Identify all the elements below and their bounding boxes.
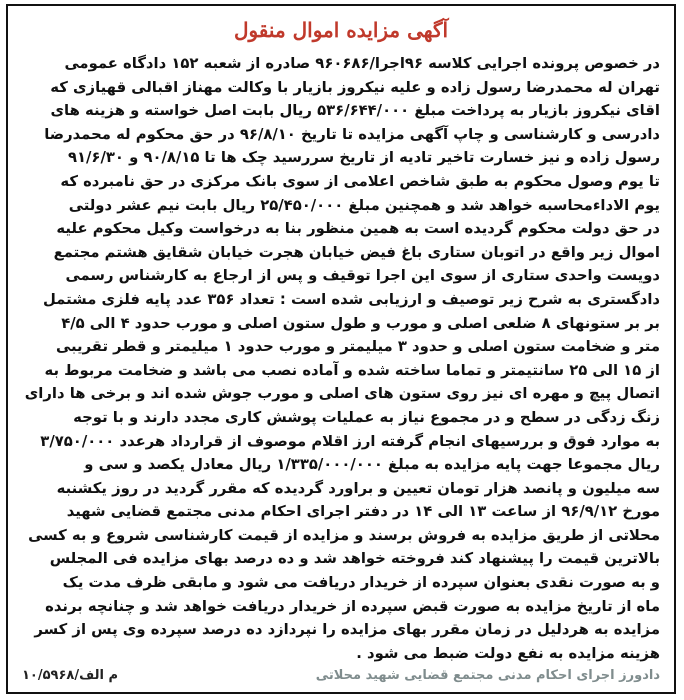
notice-line: زنگ زدگی در سطح و در مجموع نیاز به عملیات پوشش کاری مجدد دارند و با توجه — [73, 408, 660, 426]
notice-body — [8, 52, 674, 665]
notice-line: تا یوم وصول محکوم به طبق شاخص اعلامی از سوی بانک مرکزی در حق نامبرده که — [60, 172, 660, 190]
notice-line: تهران له محمدرضا رسول زاده و علیه نیکروز بازیار با وکالت مهناز اقبالی قهیازی که — [50, 78, 660, 96]
notice-line: سه میلیون و پانصد هزار تومان تعیین و براورد گردیده که مقرر گردید در روز یکشنبه — [56, 479, 660, 497]
notice-line: در خصوص پرونده اجرایی کلاسه ۹۶اجرا/۹۶۰۶۸۶ صادره از شعبه ۱۵۲ دادگاه عمومی — [64, 55, 660, 72]
notice-line: به موارد فوق و بررسیهای انجام گرفته ارز اقلام موصوف از قرارداد هرعدد ۳/۷۵۰/۰۰۰ — [40, 432, 660, 450]
notice-line: هزینه مزایده به نفع دولت ضبط می شود . — [356, 644, 660, 662]
notice-line: یوم الاداءمحاسبه خواهد شد و همچنین مبلغ ۲۵/۴۵۰/۰۰۰ ریال بابت نیم عشر دولتی — [68, 196, 660, 214]
notice-line: در حق دولت محکوم گردیده است به همین منظور بنا به درخواست وکیل محکوم علیه — [56, 220, 660, 238]
notice-line: مورخ ۹۶/۹/۱۲ از ساعت ۱۳ الی ۱۴ در دفتر اجرای احکام مدنی مجتمع قضایی شهید — [66, 503, 660, 521]
notice-line: دویست واحدی ستاری از سوی این اجرا توقیف و پس از ارجاع به کارشناس رسمی — [65, 267, 660, 285]
notice-line: ریال مجموعا جهت پایه مزایده به مبلغ ۱/۳۳۵/۰۰۰/۰۰۰ ریال معادل یکصد و سی و — [84, 456, 660, 474]
notice-line: و به صورت نقدی بعنوان سپرده از خریدار دریافت می شود و مابقی ظرف مدت یک — [62, 574, 660, 592]
notice-line: دادرسی و کارشناسی و چاپ آگهی مزایده تا تاریخ ۹۶/۸/۱۰ در حق محکوم له محمدرضا — [44, 125, 660, 143]
notice-line: بالاترین قیمت را پیشنهاد کند فروخته خواهد شد و ده درصد بهای مزایده فی المجلس — [49, 550, 660, 568]
notice-line: دادگستری به شرح زیر توصیف و ارزیابی شده است : تعداد ۳۵۶ عدد پایه فلزی مشتمل — [42, 290, 660, 308]
notice-line: ماه از تاریخ مزایده به صورت قبض سپرده از خریدار دریافت خواهد شد و چنانچه برنده — [45, 597, 660, 615]
notice-line: مزایده به هردلیل در زمان مقرر بهای مزایده را نپردازد ده درصد سپرده وی پس از کسر — [34, 621, 660, 639]
notice-line: اقای نیکروز بازیار به پرداخت مبلغ ۵۳۶/۶۴۴/۰۰۰ ریال بابت اصل خواسته و هزینه های — [50, 102, 660, 120]
issuer-signature: دادورز اجرای احکام مدنی مجتمع قضایی شهید محلاتی — [315, 667, 660, 683]
notice-line: رسول زاده و نیز خسارت تاخیر تادیه از تاریخ سررسید چک ها تا ۹۰/۸/۱۵ و ۹۱/۶/۳۰ — [67, 149, 660, 167]
notice-frame — [6, 4, 676, 694]
notice-code: م الف/۱۰/۵۹۶۸ — [22, 667, 118, 683]
notice-footer — [8, 664, 674, 686]
notice-line: اتصال پیچ و مهره ای نیز روی ستون های اصلی و مورب جوش شده اند و برخی ها دارای — [24, 385, 660, 403]
notice-line: بر بر ستونهای ۸ ضلعی اصلی و مورب و طول ستون اصلی و مورب حدود ۴ الی ۴/۵ — [61, 314, 660, 332]
notice-title: آگهی مزایده اموال منقول — [233, 18, 449, 42]
notice-line: متر و ضخامت ستون اصلی و حدود ۳ میلیمتر و مورب حدود ۱ میلیمتر و قطر تقریبی — [56, 338, 660, 356]
notice-line: از ۱۵ الی ۲۵ سانتیمتر و تماما ساخته شده و آماده نصب می باشد و ضخامت مربوط به — [44, 361, 660, 379]
notice-line: محلاتی از طریق مزایده به فروش برسند و مزایده از قیمت کارشناسی شروع و به کسی — [28, 526, 660, 544]
notice-line: اموال زیر واقع در اتوبان ستاری باغ فیض خیابان هجرت خیابان شقایق هشتم مجتمع — [53, 243, 660, 261]
